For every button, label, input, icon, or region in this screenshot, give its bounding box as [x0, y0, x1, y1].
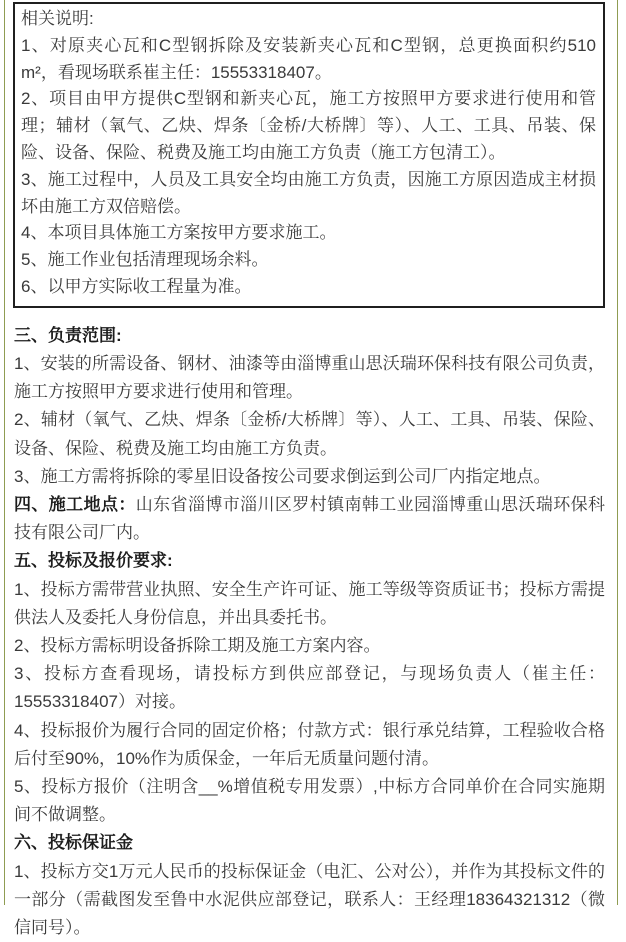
notice-item-6: 6、以甲方实际收工程量为准。 [21, 276, 252, 296]
notice-box [13, 2, 605, 308]
section-heading-bid-bond: 六、投标保证金 [14, 833, 133, 853]
bidding-item-2: 2、投标方需标明设备拆除工期及施工方案内容。 [14, 636, 381, 655]
notice-item-4: 4、本项目具体施工方案按甲方要求施工。 [21, 223, 337, 243]
page-border-right-line [617, 0, 618, 905]
page-border-left-line [4, 0, 5, 905]
bidding-item-3: 3、投标方查看现场，请投标方到供应部登记，与现场负责人（崔主任：15553318407）对接。 [14, 664, 605, 712]
bidding-item-5: 5、投标方报价（注明含__%增值税专用发票）,中标方合同单价在合同实施期间不做调整。 [14, 777, 605, 825]
section-heading-bidding: 五、投标及报价要求: [14, 551, 173, 571]
bidding-item-4: 4、投标报价为履行合同的固定价格；付款方式：银行承兑结算，工程验收合格后付至90%，10%作为质保金，一年后无质量问题付清。 [14, 720, 605, 768]
section-location [14, 491, 605, 547]
notice-item-3: 3、施工过程中，人员及工具安全均由施工方负责，因施工方原因造成主材损坏由施工方双倍赔偿。 [21, 169, 596, 216]
notice-box-title: 相关说明: [21, 9, 94, 28]
notice-item-2: 2、项目由甲方提供C型钢和新夹心瓦，施工方按照甲方要求进行使用和管理；辅材（氧气、乙炔、焊条〔金桥/大桥牌〕等）、人工、工具、吊装、保险、设备、保险、税费及施工均由施工方负责（施工方包清工）。 [21, 89, 596, 162]
sections-container [13, 322, 605, 942]
location-text: 山东省淄博市淄川区罗村镇南韩工业园淄博重山思沃瑞环保科技有限公司厂内。 [14, 494, 606, 543]
document-body [13, 2, 605, 942]
section-heading-responsibility: 三、负责范围: [14, 325, 122, 345]
responsibility-item-2: 2、辅材（氧气、乙炔、焊条〔金桥/大桥牌〕等）、人工、工具、吊装、保险、设备、保险、税费及施工均由施工方负责。 [14, 410, 605, 458]
section-heading-location: 四、施工地点： [14, 494, 136, 514]
bid-bond-item-1: 1、投标方交1万元人民币的投标保证金（电汇、公对公），并作为其投标文件的一部分（需截图发至鲁中水泥供应部登记，联系人：王经理18364321312（微信同号）。 [14, 861, 605, 938]
notice-item-5: 5、施工作业包括清理现场余料。 [21, 250, 269, 270]
notice-item-1: 1、对原夹心瓦和C型钢拆除及安装新夹心瓦和C型钢，总更换面积约510 m²，看现场联系崔主任：15553318407。 [21, 35, 596, 82]
bidding-item-1: 1、投标方需带营业执照、安全生产许可证、施工等级等资质证书；投标方需提供法人及委托人身份信息，并出具委托书。 [14, 579, 605, 627]
responsibility-item-3: 3、施工方需将拆除的零星旧设备按公司要求倒运到公司厂内指定地点。 [14, 466, 551, 486]
responsibility-item-1: 1、安装的所需设备、钢材、油漆等由淄博重山思沃瑞环保科技有限公司负责，施工方按照甲方要求进行使用和管理。 [14, 353, 605, 402]
